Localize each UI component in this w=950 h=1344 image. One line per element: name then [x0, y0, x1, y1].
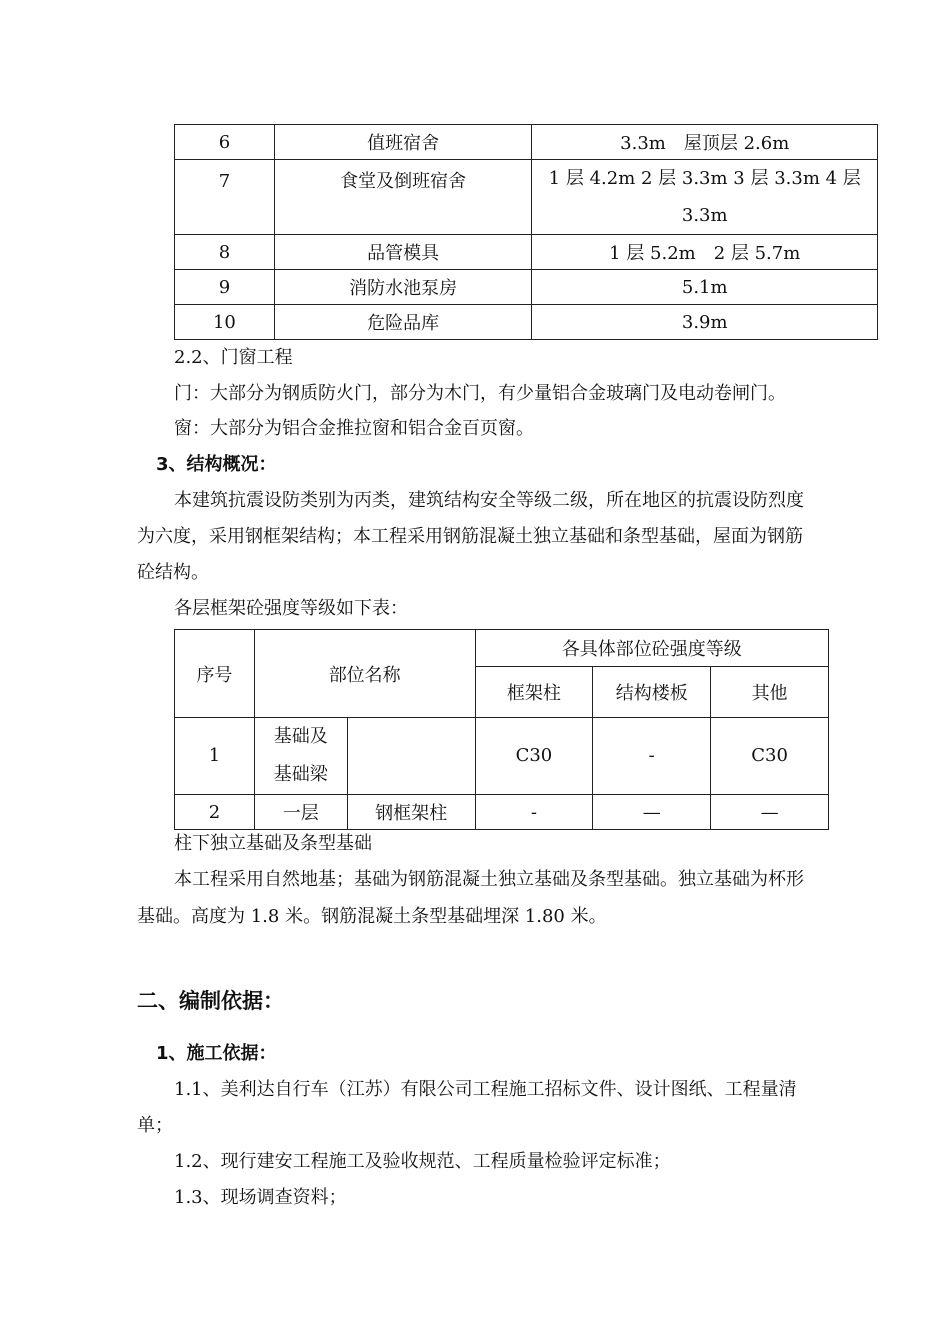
- table-row: [175, 125, 878, 160]
- foundation-heading: 柱下独立基础及条型基础: [174, 833, 372, 854]
- frame-grade: C30: [475, 718, 593, 795]
- section-heading-basis: 二、编制依据：: [137, 989, 284, 1013]
- table-row: [175, 795, 829, 830]
- basis-item1-line1: 1.1、美利达自行车（江苏）有限公司工程施工招标文件、设计图纸、工程量清: [174, 1079, 797, 1100]
- header-strength-group: 各具体部位砼强度等级: [475, 630, 829, 667]
- building-name: 食堂及倒班宿舍: [274, 160, 532, 235]
- building-name: 消防水池泵房: [274, 270, 532, 305]
- door-description: 门：大部分为钢质防火门，部分为木门，有少量铝合金玻璃门及电动卷闸门。: [174, 383, 786, 404]
- structure-heading: 3、结构概况：: [156, 454, 277, 475]
- foundation-paragraph-line1: 本工程采用自然地基；基础为钢筋混凝土独立基础及条型基础。独立基础为杯形: [174, 869, 804, 890]
- floor-heights: 1 层 5.2m 2 层 5.7m: [532, 235, 878, 270]
- row-number: 10: [175, 305, 275, 340]
- header-part-name: 部位名称: [254, 630, 475, 718]
- row-number: 2: [175, 795, 255, 830]
- table-row: [175, 718, 829, 795]
- floor-heights: 3.3m 屋顶层 2.6m: [532, 125, 878, 160]
- other-grade: C30: [711, 718, 829, 795]
- structure-paragraph-line2: 为六度，采用钢框架结构；本工程采用钢筋混凝土独立基础和条型基础，屋面为钢筋: [137, 526, 803, 547]
- row-number: 6: [175, 125, 275, 160]
- table-row: [175, 160, 878, 235]
- foundation-paragraph-line2: 基础。高度为 1.8 米。钢筋混凝土条型基础埋深 1.80 米。: [137, 906, 607, 927]
- table-row: [175, 305, 878, 340]
- slab-grade: —: [593, 795, 711, 830]
- doors-windows-heading: 2.2、门窗工程: [174, 347, 293, 368]
- header-floor-slab: 结构楼板: [593, 667, 711, 718]
- basis-item1-line2: 单；: [137, 1115, 173, 1136]
- part-sub: [347, 718, 475, 795]
- window-description: 窗：大部分为铝合金推拉窗和铝合金百页窗。: [174, 418, 534, 439]
- part-name-line2: 基础梁: [273, 764, 328, 785]
- floor-heights: 5.1m: [532, 270, 878, 305]
- construction-basis-heading: 1、施工依据：: [156, 1043, 277, 1064]
- part-sub: 钢框架柱: [347, 795, 475, 830]
- table-header-row: [175, 630, 829, 667]
- floor-heights-line2: 3.3m: [681, 205, 728, 226]
- part-name: 一层: [254, 795, 347, 830]
- row-number: 8: [175, 235, 275, 270]
- slab-grade: -: [593, 718, 711, 795]
- frame-grade: -: [475, 795, 593, 830]
- floor-height-table: [174, 124, 878, 340]
- header-number: 序号: [175, 630, 255, 718]
- floor-heights-line1: 1 层 4.2m 2 层 3.3m 3 层 3.3m 4 层: [548, 168, 861, 189]
- building-name: 品管模具: [274, 235, 532, 270]
- basis-item2: 1.2、现行建安工程施工及验收规范、工程质量检验评定标准；: [174, 1151, 671, 1172]
- row-number: 9: [175, 270, 275, 305]
- structure-paragraph-line3: 砼结构。: [137, 562, 209, 583]
- basis-item3: 1.3、现场调查资料；: [174, 1187, 347, 1208]
- row-number: 1: [175, 718, 255, 795]
- concrete-strength-table: [174, 629, 829, 830]
- part-name-line1: 基础及: [273, 726, 328, 747]
- table-row: [175, 235, 878, 270]
- structure-paragraph-line1: 本建筑抗震设防类别为丙类，建筑结构安全等级二级，所在地区的抗震设防烈度: [174, 490, 804, 511]
- row-number: 7: [175, 160, 275, 235]
- floor-heights: [532, 160, 878, 235]
- table-intro: 各层框架砼强度等级如下表：: [174, 598, 408, 619]
- building-name: 值班宿舍: [274, 125, 532, 160]
- table-row: [175, 270, 878, 305]
- header-other: 其他: [711, 667, 829, 718]
- header-frame-column: 框架柱: [475, 667, 593, 718]
- part-name: [254, 718, 347, 795]
- building-name: 危险品库: [274, 305, 532, 340]
- floor-heights: 3.9m: [532, 305, 878, 340]
- other-grade: —: [711, 795, 829, 830]
